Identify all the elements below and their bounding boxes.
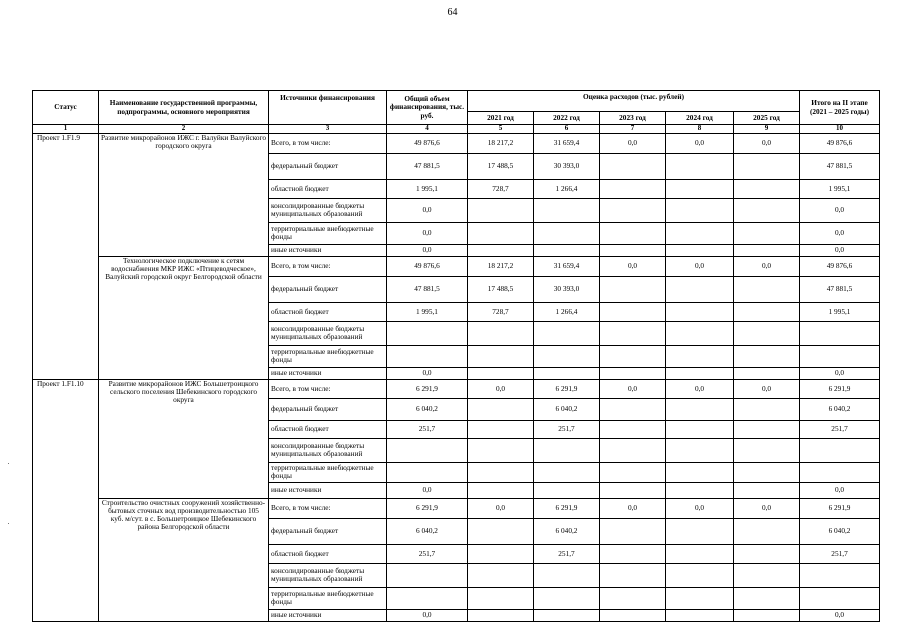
value-cell: 47 881,5 <box>387 153 468 179</box>
column-number: 5 <box>468 125 534 134</box>
value-cell <box>600 276 666 302</box>
value-cell: 6 040,2 <box>387 398 468 420</box>
value-cell <box>534 367 600 379</box>
value-cell: 251,7 <box>387 420 468 438</box>
source-cell: консолидированные бюджеты муниципальных образований <box>269 438 387 462</box>
value-cell: 0,0 <box>600 498 666 518</box>
value-cell <box>800 345 880 367</box>
source-cell: территориальные внебюджетные фонды <box>269 462 387 482</box>
value-cell: 0,0 <box>800 222 880 244</box>
header-estimate: Оценка расходов (тыс. рублей) <box>468 91 800 112</box>
value-cell <box>534 563 600 587</box>
value-cell <box>387 345 468 367</box>
header-year: 2021 год <box>468 112 534 125</box>
value-cell <box>387 587 468 609</box>
value-cell: 0,0 <box>734 133 800 153</box>
value-cell: 251,7 <box>387 544 468 563</box>
value-cell: 0,0 <box>468 379 534 398</box>
value-cell <box>666 462 734 482</box>
value-cell: 30 393,0 <box>534 276 600 302</box>
name-cell: Развитие микрорайонов ИЖС г. Валуйки Валуйского городского округа <box>99 133 269 256</box>
value-cell: 49 876,6 <box>387 133 468 153</box>
value-cell: 0,0 <box>734 498 800 518</box>
value-cell <box>666 302 734 321</box>
value-cell: 6 291,9 <box>534 379 600 398</box>
value-cell <box>666 587 734 609</box>
value-cell <box>468 438 534 462</box>
value-cell: 49 876,6 <box>387 256 468 276</box>
value-cell <box>600 587 666 609</box>
value-cell: 47 881,5 <box>387 276 468 302</box>
column-number: 10 <box>800 125 880 134</box>
value-cell <box>734 544 800 563</box>
value-cell <box>666 563 734 587</box>
value-cell <box>800 438 880 462</box>
source-cell: территориальные внебюджетные фонды <box>269 222 387 244</box>
value-cell: 6 291,9 <box>387 498 468 518</box>
value-cell: 6 291,9 <box>534 498 600 518</box>
value-cell: 6 040,2 <box>534 518 600 544</box>
value-cell <box>666 198 734 222</box>
source-cell: Всего, в том числе: <box>269 256 387 276</box>
value-cell <box>468 563 534 587</box>
value-cell <box>600 198 666 222</box>
value-cell <box>734 482 800 498</box>
name-cell: Технологическое подключение к сетям водоснабжения МКР ИЖС «Птицеводческое», Валуйский городской округ Белгородской области <box>99 256 269 379</box>
value-cell <box>600 398 666 420</box>
value-cell <box>734 438 800 462</box>
value-cell <box>666 518 734 544</box>
header-year: 2023 год <box>600 112 666 125</box>
value-cell <box>387 462 468 482</box>
value-cell <box>534 438 600 462</box>
value-cell <box>387 321 468 345</box>
value-cell <box>387 438 468 462</box>
value-cell <box>666 222 734 244</box>
value-cell: 0,0 <box>800 482 880 498</box>
value-cell: 728,7 <box>468 179 534 198</box>
value-cell <box>734 345 800 367</box>
value-cell <box>600 609 666 621</box>
source-cell: иные источники <box>269 244 387 256</box>
value-cell <box>734 420 800 438</box>
value-cell: 49 876,6 <box>800 133 880 153</box>
value-cell: 49 876,6 <box>800 256 880 276</box>
value-cell: 0,0 <box>800 367 880 379</box>
value-cell: 1 995,1 <box>800 302 880 321</box>
value-cell <box>734 222 800 244</box>
value-cell <box>600 518 666 544</box>
column-number: 2 <box>99 125 269 134</box>
value-cell: 31 659,4 <box>534 256 600 276</box>
value-cell <box>600 544 666 563</box>
table-row <box>33 256 880 276</box>
value-cell: 0,0 <box>387 222 468 244</box>
value-cell <box>468 345 534 367</box>
value-cell <box>734 179 800 198</box>
value-cell <box>666 276 734 302</box>
value-cell: 30 393,0 <box>534 153 600 179</box>
value-cell <box>800 587 880 609</box>
name-cell: Строительство очистных сооружений хозяйственно-бытовых сточных вод производительностью 105 куб. м/сут. в с. Большетроицкое Шебекинского района Белгородской области <box>99 498 269 621</box>
page-number: 64 <box>447 7 458 18</box>
value-cell <box>600 482 666 498</box>
value-cell <box>666 482 734 498</box>
value-cell <box>800 321 880 345</box>
status-cell: Проект 1.F1.9 <box>33 133 99 379</box>
value-cell: 1 266,4 <box>534 302 600 321</box>
source-cell: территориальные внебюджетные фонды <box>269 345 387 367</box>
value-cell: 47 881,5 <box>800 276 880 302</box>
value-cell <box>468 462 534 482</box>
value-cell <box>734 244 800 256</box>
header-year: 2022 год <box>534 112 600 125</box>
financing-table <box>32 90 880 622</box>
column-number: 6 <box>534 125 600 134</box>
header-name: Наименование государственной программы, подпрограммы, основного мероприятия <box>99 91 269 125</box>
value-cell <box>600 302 666 321</box>
value-cell <box>534 482 600 498</box>
header-total: Общий объем финансирования, тыс. руб. <box>387 91 468 125</box>
value-cell <box>600 244 666 256</box>
value-cell <box>534 609 600 621</box>
value-cell: 0,0 <box>800 609 880 621</box>
value-cell: 251,7 <box>534 420 600 438</box>
value-cell: 6 040,2 <box>800 518 880 544</box>
scan-dot <box>8 463 9 464</box>
value-cell <box>468 367 534 379</box>
value-cell: 31 659,4 <box>534 133 600 153</box>
value-cell <box>666 438 734 462</box>
value-cell <box>600 321 666 345</box>
value-cell <box>734 198 800 222</box>
source-cell: областной бюджет <box>269 544 387 563</box>
value-cell <box>387 563 468 587</box>
header-year: 2024 год <box>666 112 734 125</box>
value-cell <box>666 544 734 563</box>
source-cell: Всего, в том числе: <box>269 498 387 518</box>
value-cell <box>734 587 800 609</box>
value-cell: 251,7 <box>800 420 880 438</box>
value-cell: 6 040,2 <box>800 398 880 420</box>
value-cell <box>534 587 600 609</box>
value-cell <box>468 609 534 621</box>
value-cell: 18 217,2 <box>468 133 534 153</box>
value-cell <box>600 420 666 438</box>
value-cell <box>534 198 600 222</box>
source-cell: иные источники <box>269 482 387 498</box>
value-cell <box>534 222 600 244</box>
value-cell <box>468 518 534 544</box>
value-cell <box>600 179 666 198</box>
value-cell <box>800 462 880 482</box>
value-cell: 251,7 <box>800 544 880 563</box>
value-cell <box>468 222 534 244</box>
source-cell: Всего, в том числе: <box>269 133 387 153</box>
table-row <box>33 498 880 518</box>
value-cell: 47 881,5 <box>800 153 880 179</box>
value-cell: 6 291,9 <box>800 379 880 398</box>
value-cell: 0,0 <box>387 482 468 498</box>
value-cell <box>666 398 734 420</box>
value-cell: 0,0 <box>468 498 534 518</box>
value-cell <box>734 321 800 345</box>
column-number: 8 <box>666 125 734 134</box>
value-cell <box>468 244 534 256</box>
value-cell <box>600 222 666 244</box>
value-cell <box>600 438 666 462</box>
header-stage: Итого на II этапе (2021 – 2025 годы) <box>800 91 880 125</box>
value-cell <box>666 609 734 621</box>
value-cell <box>600 563 666 587</box>
name-cell: Развитие микрорайонов ИЖС Большетроицкого сельского поселения Шебекинского городского округа <box>99 379 269 498</box>
source-cell: федеральный бюджет <box>269 276 387 302</box>
scan-dot <box>8 523 9 524</box>
value-cell <box>666 179 734 198</box>
column-number: 4 <box>387 125 468 134</box>
source-cell: федеральный бюджет <box>269 153 387 179</box>
value-cell: 0,0 <box>387 198 468 222</box>
source-cell: областной бюджет <box>269 302 387 321</box>
value-cell <box>666 153 734 179</box>
value-cell <box>666 321 734 345</box>
source-cell: консолидированные бюджеты муниципальных образований <box>269 321 387 345</box>
value-cell <box>534 345 600 367</box>
value-cell: 0,0 <box>600 379 666 398</box>
source-cell: областной бюджет <box>269 420 387 438</box>
value-cell <box>734 276 800 302</box>
value-cell: 0,0 <box>387 244 468 256</box>
value-cell: 0,0 <box>666 133 734 153</box>
value-cell: 1 266,4 <box>534 179 600 198</box>
value-cell <box>600 345 666 367</box>
source-cell: консолидированные бюджеты муниципальных образований <box>269 563 387 587</box>
value-cell: 0,0 <box>800 198 880 222</box>
value-cell <box>734 302 800 321</box>
table-row <box>33 379 880 398</box>
value-cell <box>600 367 666 379</box>
value-cell <box>468 420 534 438</box>
value-cell: 0,0 <box>600 256 666 276</box>
status-cell: Проект 1.F1.10 <box>33 379 99 621</box>
source-cell: областной бюджет <box>269 179 387 198</box>
value-cell: 0,0 <box>387 367 468 379</box>
value-cell <box>734 367 800 379</box>
value-cell: 1 995,1 <box>387 302 468 321</box>
source-cell: консолидированные бюджеты муниципальных образований <box>269 198 387 222</box>
column-number: 7 <box>600 125 666 134</box>
value-cell <box>666 244 734 256</box>
value-cell: 0,0 <box>666 498 734 518</box>
value-cell <box>800 563 880 587</box>
value-cell <box>734 398 800 420</box>
source-cell: федеральный бюджет <box>269 518 387 544</box>
column-number: 3 <box>269 125 387 134</box>
value-cell <box>468 398 534 420</box>
value-cell: 6 040,2 <box>534 398 600 420</box>
column-number: 1 <box>33 125 99 134</box>
value-cell: 1 995,1 <box>387 179 468 198</box>
source-cell: федеральный бюджет <box>269 398 387 420</box>
value-cell <box>534 462 600 482</box>
value-cell <box>600 462 666 482</box>
value-cell <box>666 345 734 367</box>
value-cell: 0,0 <box>600 133 666 153</box>
value-cell <box>734 609 800 621</box>
value-cell <box>468 587 534 609</box>
value-cell: 0,0 <box>734 379 800 398</box>
value-cell <box>468 321 534 345</box>
value-cell <box>468 482 534 498</box>
header-source: Источники финансирования <box>269 91 387 125</box>
value-cell: 6 291,9 <box>387 379 468 398</box>
value-cell: 18 217,2 <box>468 256 534 276</box>
value-cell: 0,0 <box>800 244 880 256</box>
column-number: 9 <box>734 125 800 134</box>
value-cell <box>734 462 800 482</box>
table-body <box>33 133 880 621</box>
value-cell <box>734 518 800 544</box>
value-cell <box>666 420 734 438</box>
value-cell <box>468 544 534 563</box>
value-cell: 0,0 <box>734 256 800 276</box>
table-row <box>33 133 880 153</box>
value-cell <box>534 321 600 345</box>
value-cell: 728,7 <box>468 302 534 321</box>
value-cell <box>534 244 600 256</box>
header-status: Статус <box>33 91 99 125</box>
value-cell: 17 488,5 <box>468 153 534 179</box>
source-cell: Всего, в том числе: <box>269 379 387 398</box>
header-year: 2025 год <box>734 112 800 125</box>
value-cell: 17 488,5 <box>468 276 534 302</box>
value-cell <box>734 563 800 587</box>
value-cell <box>734 153 800 179</box>
value-cell: 0,0 <box>666 379 734 398</box>
value-cell <box>666 367 734 379</box>
source-cell: территориальные внебюджетные фонды <box>269 587 387 609</box>
value-cell: 0,0 <box>387 609 468 621</box>
source-cell: иные источники <box>269 609 387 621</box>
value-cell: 6 291,9 <box>800 498 880 518</box>
value-cell <box>468 198 534 222</box>
value-cell: 6 040,2 <box>387 518 468 544</box>
source-cell: иные источники <box>269 367 387 379</box>
value-cell: 0,0 <box>666 256 734 276</box>
value-cell: 251,7 <box>534 544 600 563</box>
value-cell: 1 995,1 <box>800 179 880 198</box>
value-cell <box>600 153 666 179</box>
